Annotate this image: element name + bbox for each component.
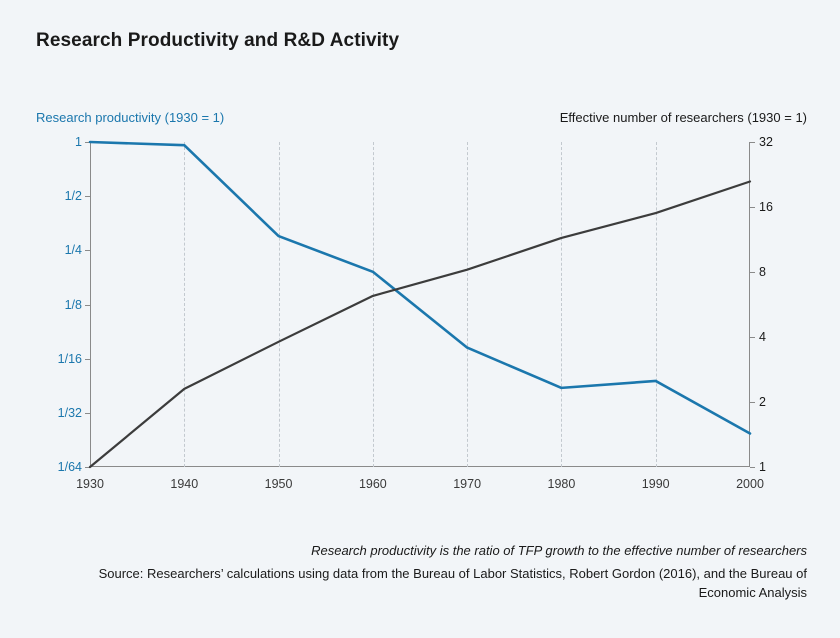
right-axis-tick-mark <box>750 337 755 338</box>
left-axis-tick-label: 1 <box>75 135 82 149</box>
chart-footnote: Research productivity is the ratio of TFP growth to the effective number of researchers <box>311 543 807 558</box>
right-axis-tick-mark <box>750 272 755 273</box>
x-axis-tick-label: 1960 <box>358 477 387 491</box>
chart-source: Source: Researchers’ calculations using data from the Bureau of Labor Statistics, Robert Gordon (2016), and the Bureau of Economic Analysis <box>98 566 807 600</box>
left-axis-tick-label: 1/8 <box>64 297 82 312</box>
left-axis-tick-label: 1/2 <box>64 189 82 204</box>
right-axis-tick-mark <box>750 142 755 143</box>
series-line <box>90 182 750 468</box>
right-axis-tick-label: 32 <box>759 135 773 149</box>
x-axis-tick-label: 1940 <box>170 477 199 491</box>
plot-area <box>57 135 773 491</box>
right-axis-tick-label: 2 <box>759 395 766 409</box>
series-line <box>90 142 750 433</box>
left-axis-tick-label: 1/16 <box>57 351 82 366</box>
right-axis-title: Effective number of researchers (1930 = 1) <box>559 110 807 125</box>
x-axis-tick-label: 1930 <box>76 477 104 491</box>
x-axis-tick-label: 2000 <box>736 477 764 491</box>
left-axis-tick-label: 1/4 <box>64 243 82 258</box>
series-lines <box>90 142 750 467</box>
left-axis-title: Research productivity (1930 = 1) <box>36 110 225 125</box>
x-axis-tick-label: 1950 <box>264 477 293 491</box>
right-axis-tick-label: 16 <box>759 200 773 214</box>
right-axis-tick-label: 1 <box>759 460 766 474</box>
right-axis-tick-label: 4 <box>759 330 766 344</box>
right-axis-tick-label: 8 <box>759 265 766 279</box>
page-title: Research Productivity and R&D Activity <box>36 30 400 51</box>
x-axis-tick-label: 1970 <box>453 477 482 491</box>
right-axis-tick-mark <box>750 207 755 208</box>
x-axis-tick-label: 1980 <box>547 477 576 491</box>
right-axis-tick-mark <box>750 402 755 403</box>
plot-frame <box>57 135 773 491</box>
left-axis-tick-label: 1/32 <box>57 405 82 420</box>
left-axis-tick-label: 1/64 <box>57 460 82 474</box>
x-axis-tick-label: 1990 <box>641 477 670 491</box>
right-axis-tick-mark <box>750 467 755 468</box>
